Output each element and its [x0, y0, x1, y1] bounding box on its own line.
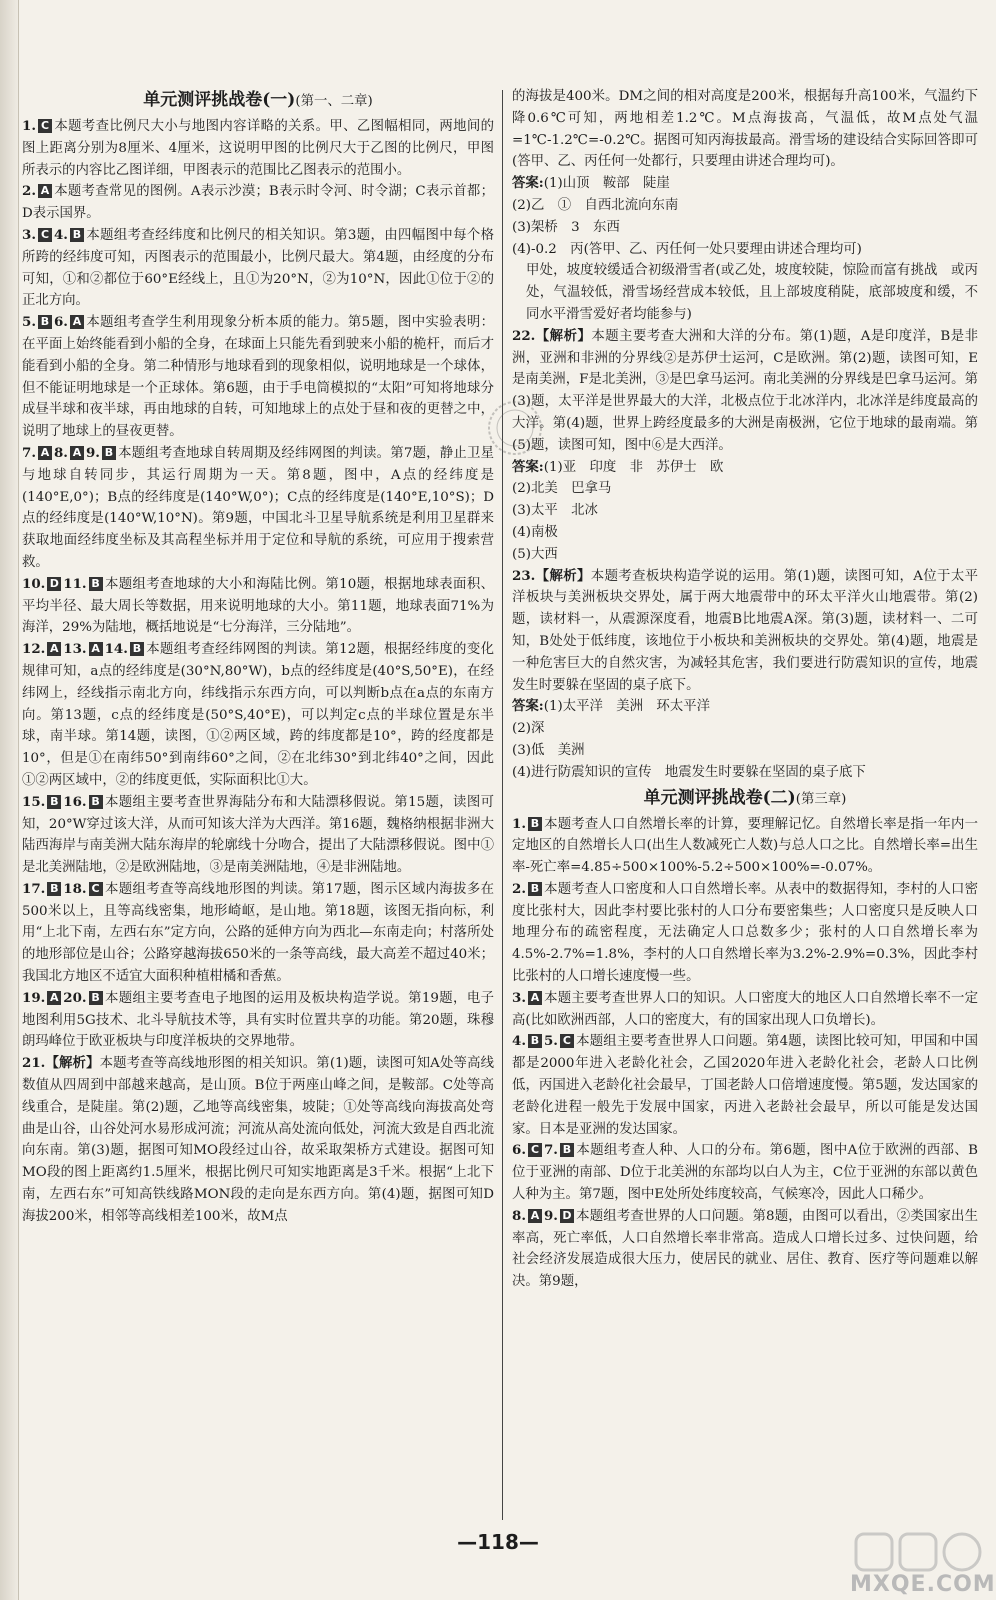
- question-number: 9.: [543, 1207, 558, 1224]
- right-entry-list-bottom: [512, 814, 978, 1294]
- answer-choice-badge: A: [89, 642, 103, 656]
- question-number: 11.: [63, 575, 87, 592]
- answer-choice-badge: A: [528, 991, 542, 1005]
- answer-entry: [22, 792, 494, 879]
- explanation-text: 本题组主要考查世界海陆分布和大陆漂移假说。第15题，读图可知，20°W穿过该大洋，从而可知该大洋为大西洋。第16题，魏格纳根据非洲大陆西海岸与南美洲大陆东海岸的轮廓线十分吻合，提出了大陆漂移假说。图中①是北美洲陆地，②是欧洲陆地，③是南美洲陆地，④是非洲陆地。: [22, 794, 494, 876]
- answer-entry: [22, 116, 494, 181]
- answer-entry: [512, 814, 978, 879]
- answer-text: (4)南极: [512, 524, 558, 540]
- question-number: 7.: [543, 1142, 558, 1159]
- answer-choice-badge: B: [47, 882, 61, 896]
- answer-line: [512, 173, 978, 195]
- answer-line: [512, 457, 978, 479]
- answer-entry: [22, 181, 494, 225]
- question-number: 4.: [53, 226, 68, 243]
- explanation-text: 本题主要考查世界人口的知识。人口密度大的地区人口自然增长率不一定高(比如欧洲西部，人口的密度大，有的国家出现人口负增长)。: [512, 990, 978, 1028]
- explanation-text: 本题组考查地球自转周期及经纬网图的判读。第7题，静止卫星与地球自转同步，其运行周期为一天。第8题，图中，A点的经纬度是(140°E,0°)；B点的经纬度是(140°W,0°)；C点的经纬度是(140°E,10°S)；D点的经纬度是(140°W,10°N)。第9题，中国北斗卫星导航系统是利用卫星群来获取地面经纬度坐标及其高程坐标并用于定位和导航的系统，可应用于搜索营救。: [22, 445, 494, 570]
- question-number: 19.: [22, 989, 46, 1006]
- answer-entry: [22, 312, 494, 443]
- answer-choice-badge: B: [528, 882, 542, 896]
- answer-choice-badge: A: [38, 184, 52, 198]
- question-number: 10.: [22, 575, 46, 592]
- analysis-tag: 【解析】: [535, 567, 591, 584]
- answer-entry: [512, 879, 978, 988]
- answer-entry: [512, 1031, 978, 1140]
- question-number: 20.: [63, 989, 87, 1006]
- question-number: 16.: [63, 793, 87, 810]
- explanation-paragraph: 甲处，坡度较缓适合初级滑雪者(或乙处，坡度较陡，惊险而富有挑战 或丙处，气温较低，滑雪场经营成本较低，且上部坡度稍陡，底部坡度和缓，不同水平滑雪爱好者均能参与): [526, 263, 978, 322]
- answer-choice-badge: A: [70, 446, 84, 460]
- answer-line: [512, 740, 978, 762]
- analysis-tag: 【解析】: [45, 1055, 100, 1072]
- answer-choice-badge: B: [528, 817, 542, 831]
- explanation-text: 本题组考查学生利用现象分析本质的能力。第5题，图中实验表明：在平面上始终能看到小船的全身，在球面上只能先看到驶来小船的桅杆，而后才能看到小船的全身。第二种情形与地球看到的现象相似，说明地球是一个球体，但不能证明地球是一个正球体。第6题，由于手电筒模拟的“太阳”可知将地球分成昼半球和夜半球，再由地球的自转，可知地球上的点处于昼和夜的更替之中，说明了地球上的昼夜更替。: [22, 315, 494, 440]
- question-number: 18.: [63, 880, 87, 897]
- question-number: 3.: [22, 226, 36, 243]
- answer-choice-badge: A: [47, 642, 61, 656]
- answer-line: [512, 217, 978, 239]
- answer-choice-badge: B: [38, 315, 52, 329]
- explanation-text: 本题考查常见的图例。A表示沙漠；B表示时令河、时令湖；C表示首都；D表示国界。: [22, 184, 494, 222]
- question-number: 17.: [22, 880, 46, 897]
- question-number: 8.: [53, 444, 68, 461]
- explanation-text: 本题主要考查大洲和大洋的分布。第(1)题，A是印度洋，B是非洲，亚洲和非洲的分界线②是苏伊士运河，C是欧洲。第(2)题，读图可知，E是南美洲，F是北美洲，③是巴拿马运河。南北美洲的分界线是巴拿马运河。第(3)题，太平洋是世界最大的大洋，北极点位于北冰洋内，北冰洋是纬度最高的大洋。第(4)题，世界上跨经度最多的大洲是南极洲，它位于地球的最南端。第(5)题，读图可知，图中⑥是大西洋。: [512, 328, 978, 453]
- question-number: 5.: [22, 314, 36, 331]
- question-number: 4.: [512, 1033, 526, 1050]
- answer-line: [512, 478, 978, 500]
- answer-entry: [512, 326, 978, 457]
- question-number: 7.: [22, 444, 36, 461]
- explanation-text: 本题组主要考查世界人口问题。第4题，读图比较可知，甲国和中国都是2000年进入老龄化社会，乙国2020年进入老龄化社会，老龄人口比例低，丙国进入老龄化社会最早，丁国老龄人口倍增速度慢。第5题，发达国家的老龄化进程一般先于发展中国家，丙进入老龄社会最早，所以可能是发达国家。日本是亚洲的发达国家。: [512, 1034, 978, 1137]
- answer-choice-badge: C: [560, 1034, 574, 1048]
- explanation-text: 本题组考查地球的大小和海陆比例。第10题，根据地球表面积、平均半径、最大周长等数据，用来说明地球的大小。第11题，地球表面71%为海洋，29%为陆地，概括地说是“七分海洋，三分陆地”。: [22, 576, 494, 636]
- stamp-icon: [485, 398, 545, 458]
- answer-choice-badge: A: [70, 315, 84, 329]
- answer-label: 答案:: [512, 175, 544, 192]
- answer-entry: [22, 225, 494, 312]
- question-number: 22.: [512, 327, 536, 344]
- watermark-text: MXQE.COM: [850, 1572, 996, 1597]
- right-column: [512, 86, 978, 1526]
- question-number: 12.: [22, 641, 46, 658]
- section-title-1: 单元测评挑战卷(一)(第一、二章): [143, 90, 373, 110]
- question-number: 2.: [22, 183, 36, 200]
- question-number: 21.: [22, 1055, 46, 1072]
- answer-text: (4)-0.2 丙(答甲、乙、丙任何一处只要理由讲述合理均可): [512, 241, 862, 257]
- answer-entry: [22, 879, 494, 988]
- left-entry-list: [22, 116, 494, 1228]
- question-number: 23.: [512, 567, 536, 584]
- answer-line: [512, 696, 978, 718]
- answer-choice-badge: A: [38, 446, 52, 460]
- explanation-text: 本题组考查等高线地形图的判读。第17题，图示区域内海拔多在500米以上，且等高线密集，地形崎岖，是山地。第18题，该图无指向标，利用“上北下南，左西右东”定方向，公路的延伸方向为西北—东南走向；村落所处的地形部位是山谷；公路穿越海拔650米的一条等高线，最大高差不超过40米；我国北方地区不适宜大面积种植柑橘和香蕉。: [22, 881, 494, 985]
- answer-line: [512, 718, 978, 740]
- left-column: [22, 86, 494, 1526]
- answer-entry: [22, 1053, 494, 1227]
- answer-entry: [512, 1206, 978, 1293]
- explanation-text: 本题组考查经纬度和比例尺的相关知识。第3题，由四幅图中每个格所跨的经纬度可知，丙图表示的范围最小，比例尺最大。第4题，由经度的分布可知，①和②都位于60°E经线上，且①为20°N，②为10°N，因此①位于②的正北方向。: [22, 227, 494, 309]
- explanation-text: 本题考查比例尺大小与地图内容详略的关系。甲、乙图幅相同，两地间的图上距离分别为8厘米、4厘米，这说明甲图的比例尺大于乙图的比例尺，甲图所表示的内容比乙图详细，甲图表示的范围比乙图表示的范围小。: [22, 119, 494, 178]
- answer-entry: [22, 574, 494, 639]
- answer-text: (2)北美 巴拿马: [512, 481, 612, 497]
- explanation-text: 本题组考查世界的人口问题。第8题，由图可以看出，②类国家出生率高，死亡率低，人口自然增长率非常高。造成人口增长过多、过快问题，给社会经济发展造成很大压力，使居民的就业、居住、教育、医疗等问题难以解决。第9题，: [512, 1208, 978, 1290]
- answer-choice-badge: B: [102, 446, 116, 460]
- explanation-text: 本题组考查人种、人口的分布。第6题，图中A位于欧洲的西部、B位于亚洲的南部、D位于北美洲的东部均以白人为主，C位于亚洲的东部以黄色人种为主。第7题，图中E处所处纬度较高，气候寒冷，因此人口稀少。: [512, 1143, 978, 1203]
- question-number: 5.: [543, 1033, 558, 1050]
- answer-text: (3)低 美洲: [512, 742, 585, 758]
- answer-choice-badge: B: [130, 642, 144, 656]
- explanation-text: 本题考查等高线地形图的相关知识。第(1)题，读图可知A处等高线数值从四周到中部越来越高，是山顶。B位于两座山峰之间，是鞍部。C处等高线重合，是陡崖。第(2)题，乙地等高线密集，坡陡；①处等高线向海拔高处弯曲是山谷，山谷处河水易形成河流；河流从高处流向低处，河流大致是自西北流向东南。第(3)题，据图可知MO段经过山谷，故采取架桥方式建设。据图可知MO段的图上距离约1.5厘米，根据比例尺可知实地距离是3千米。根据“上北下南，左西右东”可知高铁线路MON段的走向是东西方向。第(4)题，据图可知D海拔200米，相邻等高线相差100米，故M点: [22, 1056, 494, 1224]
- page-number: —118—: [457, 1530, 539, 1554]
- answer-line: [512, 500, 978, 522]
- answer-entry: [22, 639, 494, 792]
- question-number: 2.: [512, 880, 526, 897]
- answer-entry: [512, 566, 978, 697]
- question-number: 1.: [22, 118, 36, 134]
- answer-choice-badge: C: [38, 228, 52, 242]
- answer-choice-badge: B: [560, 1143, 574, 1157]
- answer-choice-badge: A: [47, 991, 61, 1005]
- answer-entry: [512, 1140, 978, 1205]
- question-number: 3.: [512, 989, 526, 1006]
- answer-choice-badge: B: [70, 228, 84, 242]
- answer-choice-badge: B: [89, 991, 103, 1005]
- answer-entry: [22, 443, 494, 574]
- question-number: 6.: [53, 314, 68, 331]
- answer-choice-badge: A: [528, 1209, 542, 1223]
- answer-text: (3)太平 北冰: [512, 503, 598, 519]
- explanation-text: 本题组考查经纬网图的判读。第12题，根据经纬度的变化规律可知，a点的经纬度是(30°N,80°W)，b点的经纬度是(40°S,50°E)，在经纬网上，经线指示南北方向，纬线指示东西方向，可以判断b点在a点的东南方向。第13题，c点的经纬度是(50°S,40°E)，可以判定c点的半球位置是东半球，南半球。第14题，读图，①②两区域，跨的纬度都是10°，跨的经度都是10°，但是①在南纬50°到南纬60°之间，②在北纬30°到北纬40°之间，因此①②两区域中，②的纬度更低，实际面积比①大。: [22, 642, 494, 788]
- answer-entry: [22, 988, 494, 1053]
- answer-label: 答案:: [512, 698, 544, 715]
- answer-line: [512, 239, 978, 261]
- answer-label: 答案:: [512, 458, 544, 475]
- answer-choice-badge: B: [89, 795, 103, 809]
- answer-choice-badge: D: [47, 577, 61, 591]
- right-entry-list-top: [512, 86, 978, 784]
- answer-text: (4)进行防震知识的宣传 地震发生时要躲在坚固的桌子底下: [512, 764, 866, 780]
- answer-choice-badge: C: [89, 882, 103, 896]
- explanation-text: 本题考查人口自然增长率的计算，要理解记忆。自然增长率是指一年内一定地区的自然增长人口(出生人数减死亡人数)与总人口之比。自然增长率=出生率-死亡率=4.85÷500×100%-5.2÷500×100%=-0.07%。: [512, 816, 978, 876]
- answer-entry: [512, 988, 978, 1032]
- explanation-text: 本题考查人口密度和人口自然增长率。从表中的数据得知，李村的人口密度比张村大，因此李村要比张村的人口分布要密集些；人口密度只是反映人口地理分布的疏密程度，无法确定人口总数多少；张村的人口自然增长率为4.5%-2.7%=1.8%，李村的人口自然增长率为3.2%-2.9%=0.3%，因此李村比张村的人口增长速度慢一些。: [512, 881, 978, 985]
- answer-text: (5)大西: [512, 546, 558, 562]
- answer-line: [512, 544, 978, 566]
- answer-text: (1)太平洋 美洲 环太平洋: [543, 699, 710, 715]
- question-number: 14.: [104, 641, 128, 658]
- section-title-2: 单元测评挑战卷(二)(第三章): [643, 787, 847, 808]
- answer-text: (2)乙 ① 自西北流向东南: [512, 197, 679, 213]
- question-number: 13.: [63, 641, 87, 658]
- answer-choice-badge: D: [560, 1209, 574, 1223]
- answer-choice-badge: C: [528, 1143, 542, 1157]
- explanation-text: 本题考查板块构造学说的运用。第(1)题，读图可知，A位于太平洋板块与美洲板块交界处，属于两大地震带中的环太平洋火山地震带。第(2)题，读材料一，从震源深度看，地震B比地震A深。第(3)题，读材料一、二可知，B处处于低纬度，该地位于小板块和美洲板块的交界处。第(4)题，地震是一种危害巨大的自然灾害，为减轻其危害，我们要进行防震知识的宣传，地震发生时要躲在坚固的桌子底下。: [512, 568, 978, 693]
- question-number: 6.: [512, 1142, 526, 1159]
- explanation-paragraph: 的海拔是400米。DM之间的相对高度是200米，根据每升高100米，气温约下降0.6℃可知，两地相差1.2℃。M点海拔高，气温低，故M点处气温=1℃-1.2℃=-0.2℃。据图可知丙海拔最高。滑雪场的建设结合实际回答即可(答甲、乙、丙任何一处都行，只要理由讲述合理均可)。: [512, 89, 978, 170]
- question-number: 9.: [85, 444, 100, 461]
- question-number: 15.: [22, 793, 46, 810]
- explanation-text: 本题组主要考查电子地图的运用及板块构造学说。第19题，电子地图利用5G技术、北斗导航技术等，具有实时位置共享的功能。第20题，珠穆朗玛峰位于欧亚板块与印度洋板块的交界地带。: [22, 990, 494, 1050]
- answer-line: [512, 522, 978, 544]
- answer-line: [512, 762, 978, 784]
- column-divider: [502, 90, 503, 1520]
- binding-edge: [0, 0, 19, 1600]
- answer-text: (2)深: [512, 721, 545, 737]
- answer-choice-badge: B: [89, 577, 103, 591]
- answer-text: (1)山顶 鞍部 陡崖: [543, 176, 670, 192]
- answer-text: (1)亚 印度 非 苏伊士 欧: [543, 459, 724, 475]
- question-number: 8.: [512, 1207, 526, 1224]
- answer-line: [512, 195, 978, 217]
- answer-choice-badge: B: [528, 1034, 542, 1048]
- answer-choice-badge: B: [47, 795, 61, 809]
- answer-choice-badge: C: [38, 119, 52, 133]
- analysis-tag: 【解析】: [535, 327, 592, 344]
- question-number: 1.: [512, 815, 526, 832]
- answer-text: (3)架桥 3 东西: [512, 219, 620, 235]
